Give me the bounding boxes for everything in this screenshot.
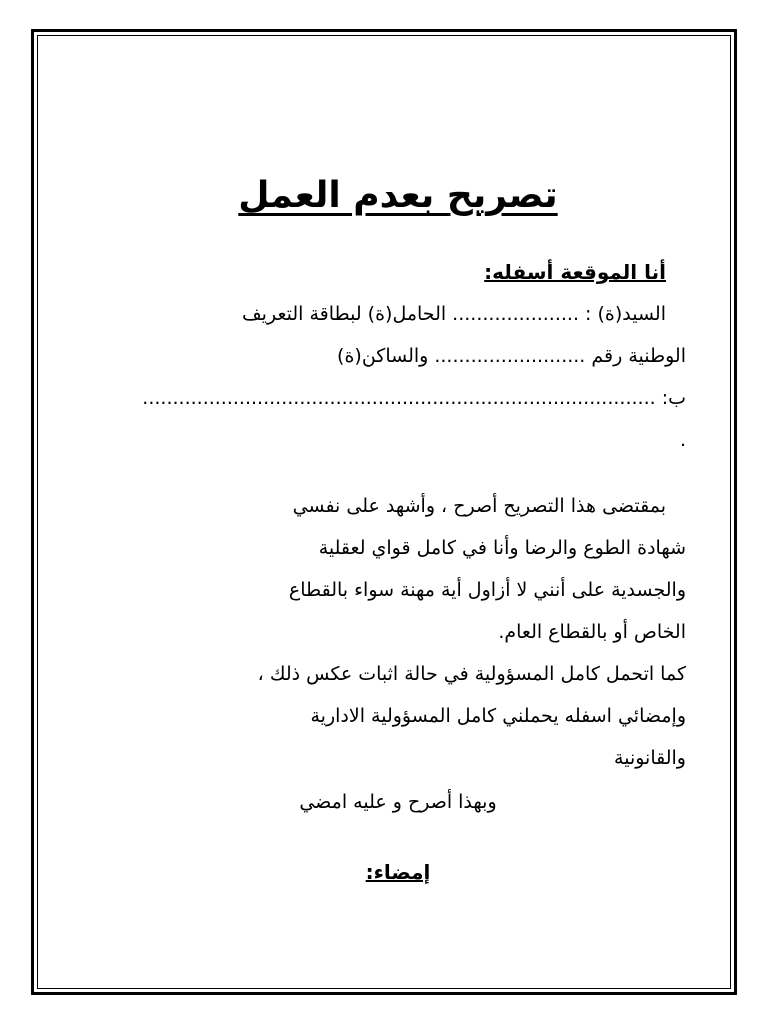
identity-line-1: السيد(ة) : ..................... الحامل(ة) لبطاقة التعريف — [242, 303, 666, 325]
body-line-7: والقانونية — [614, 747, 686, 769]
body-line-2: شهادة الطوع والرضا وأنا في كامل قواي لعقلية — [318, 537, 686, 559]
body-line-5: كما اتحمل كامل المسؤولية في حالة اثبات عكس ذلك ، — [257, 663, 686, 685]
body-line-3: والجسدية على أنني لا أزاول أية مهنة سواء بالقطاع — [288, 579, 686, 601]
body-line-4: الخاص أو بالقطاع العام. — [498, 621, 686, 643]
body-line-6: وإمضائي اسفله يحملني كامل المسؤولية الادارية — [310, 705, 686, 727]
subheading: أنا الموقعة أسفله: — [484, 260, 666, 284]
body-line-1: بمقتضى هذا التصريح أصرح ، وأشهد على نفسي — [292, 495, 666, 517]
signature-label: إمضاء: — [365, 860, 431, 884]
identity-line-3: ب: ..................................................................................... — [142, 387, 686, 409]
identity-line-4: . — [679, 429, 686, 451]
document-body — [110, 0, 686, 1024]
identity-line-2: الوطنية رقم ......................... والساكن(ة) — [337, 345, 686, 367]
closing-statement: وبهذا أصرح و عليه امضي — [299, 791, 497, 813]
document-title: تصريح بعدم العمل — [238, 175, 558, 216]
